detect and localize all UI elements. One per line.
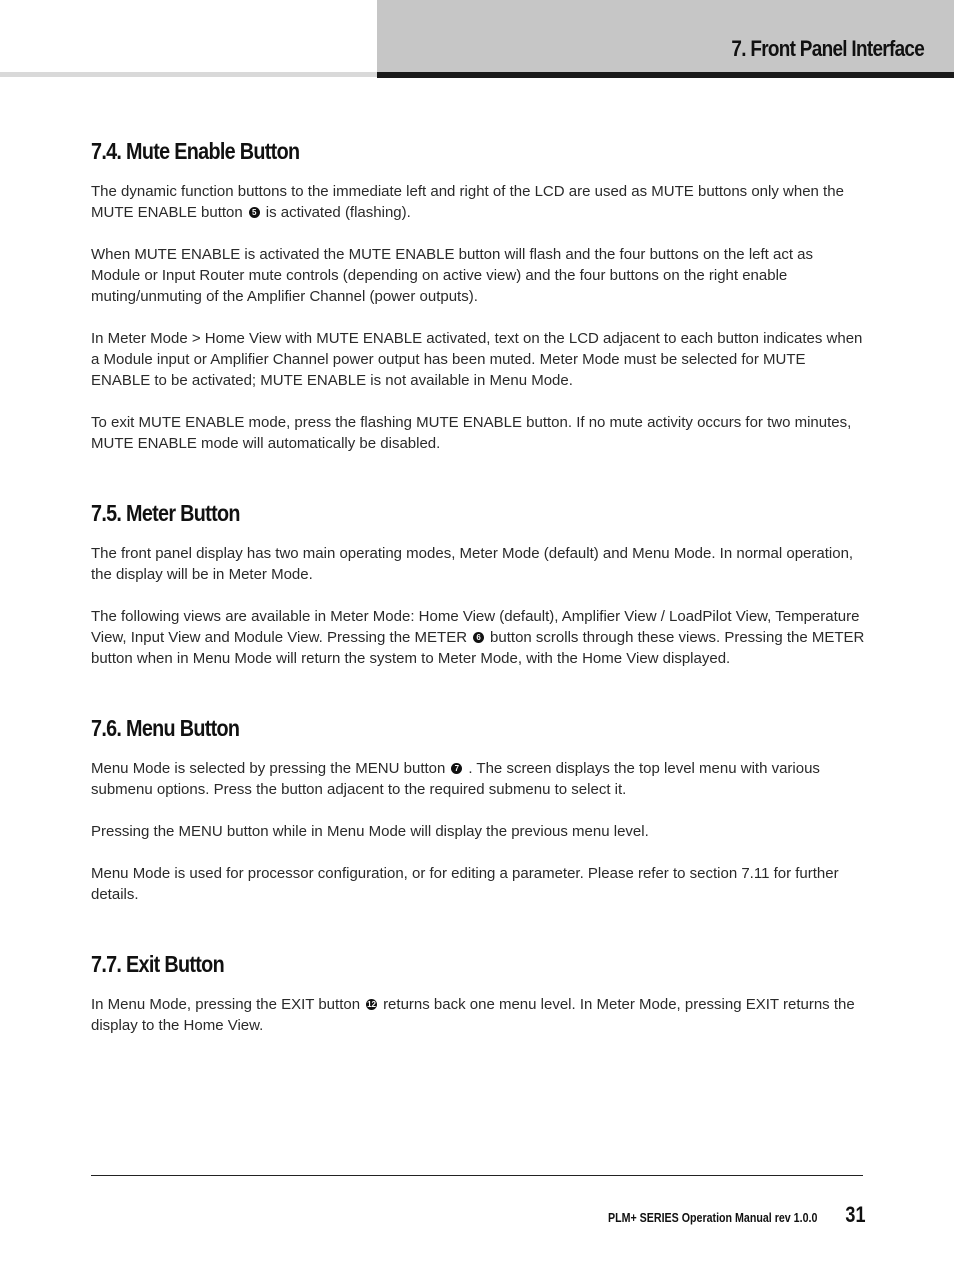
section-mute-enable: [91, 138, 866, 454]
paragraph-text: returns back one menu level. In Meter Mode, pressing EXIT returns the display to the Home View.: [91, 996, 855, 1034]
section-heading: 7.6. Menu Button: [91, 715, 240, 741]
header-band: [377, 0, 954, 72]
header-right-rule: [377, 72, 954, 78]
header-left-rule: [0, 72, 377, 77]
footer-rule: [91, 1175, 863, 1176]
section-exit: [91, 951, 866, 1036]
section-heading: 7.5. Meter Button: [91, 500, 240, 526]
button-number-7-icon: 7: [451, 763, 462, 774]
section-heading: 7.4. Mute Enable Button: [91, 138, 300, 164]
paragraph-text: button scrolls through these views. Pressing the METER button when in Menu Mode will return the system to Meter Mode, with the Home View displayed.: [91, 629, 865, 667]
section-menu: [91, 715, 866, 905]
button-number-5-icon: 5: [249, 207, 260, 218]
page-number: 31: [844, 1202, 865, 1227]
section-heading: 7.7. Exit Button: [91, 951, 224, 977]
paragraph: Menu Mode is used for processor configuration, or for editing a parameter. Please refer to section 7.11 for further details.: [91, 865, 839, 903]
footer-manual-title: PLM+ SERIES Operation Manual rev 1.0.0: [607, 1210, 817, 1225]
paragraph: When MUTE ENABLE is activated the MUTE ENABLE button will flash and the four buttons on the left act as Module or Input Router mute controls (depending on active view) and the four buttons on the right enable muting/unmuting of the Amplifier Channel (power outputs).: [91, 246, 814, 305]
paragraph: [91, 994, 866, 1036]
paragraph: In Meter Mode > Home View with MUTE ENABLE activated, text on the LCD adjacent to each button indicates when a Module input or Amplifier Channel power output has been muted. Meter Mode must be selected for MUTE ENABLE to be activated; MUTE ENABLE is not available in Menu Mode.: [91, 330, 863, 389]
paragraph: The front panel display has two main operating modes, Meter Mode (default) and Menu Mode. In normal operation, the display will be in Meter Mode.: [91, 545, 854, 583]
paragraph: [91, 758, 866, 800]
paragraph: Pressing the MENU button while in Menu Mode will display the previous menu level.: [91, 823, 649, 840]
paragraph-text: Menu Mode is selected by pressing the MENU button: [91, 760, 446, 777]
chapter-title: 7. Front Panel Interface: [731, 36, 924, 61]
paragraph-text: . The screen displays the top level menu with various submenu options. Press the button adjacent to the required submenu to select it.: [91, 760, 820, 798]
paragraph-text: The following views are available in Meter Mode: Home View (default), Amplifier View / LoadPilot View, Temperature View, Input View and Module View. Pressing the METER: [91, 608, 860, 646]
paragraph-text: The dynamic function buttons to the immediate left and right of the LCD are used as MUTE buttons only when the MUTE ENABLE button: [91, 183, 844, 221]
paragraph-text: is activated (flashing).: [265, 204, 411, 221]
button-number-6-icon: 6: [473, 632, 484, 643]
paragraph: [91, 181, 866, 223]
page-content: [91, 138, 866, 1082]
paragraph: To exit MUTE ENABLE mode, press the flashing MUTE ENABLE button. If no mute activity occurs for two minutes, MUTE ENABLE mode will automatically be disabled.: [91, 414, 852, 452]
paragraph-text: In Menu Mode, pressing the EXIT button: [91, 996, 361, 1013]
section-meter: [91, 500, 866, 669]
paragraph: [91, 606, 866, 669]
button-number-12-icon: 12: [367, 1000, 377, 1009]
